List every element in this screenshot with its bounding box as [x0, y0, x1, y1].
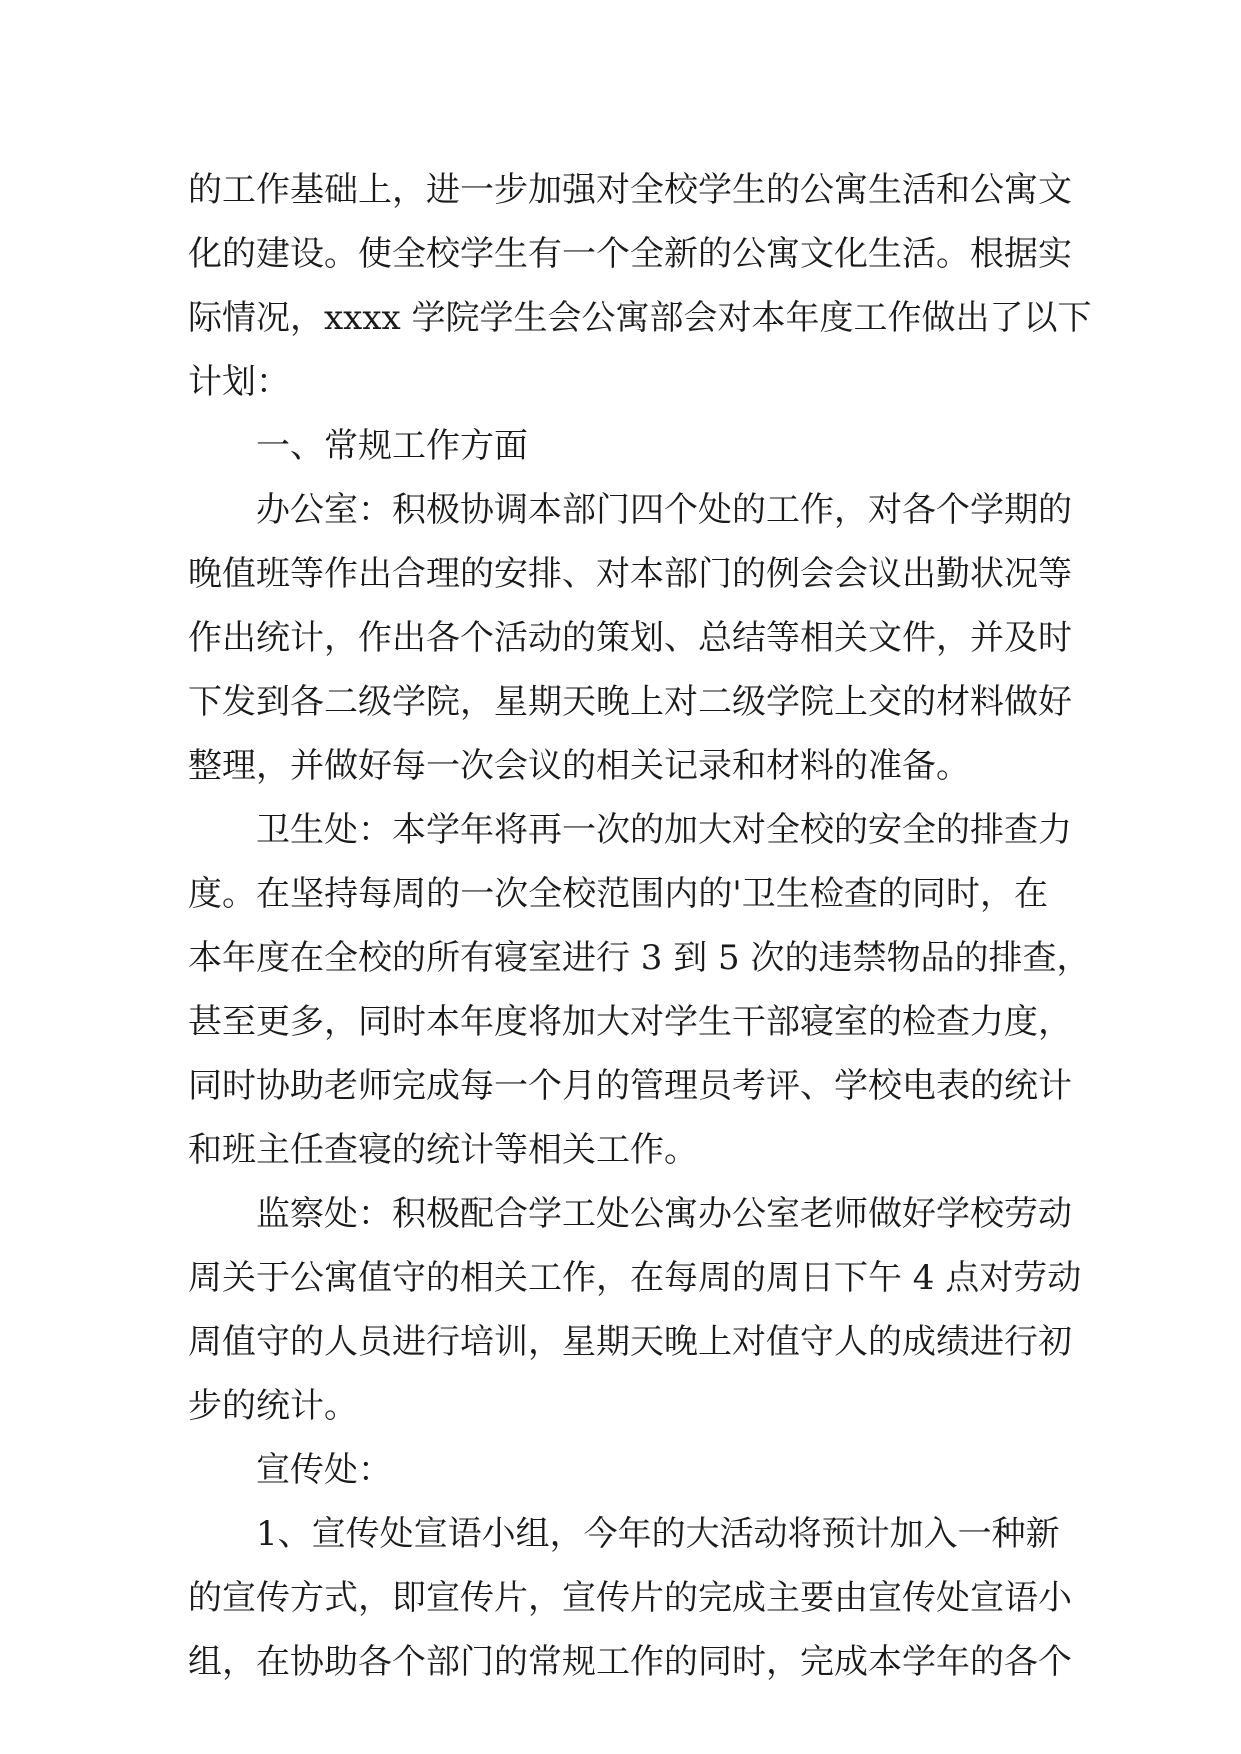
text-line: 计划：: [188, 362, 290, 402]
text-line: 同时协助老师完成每一个月的管理员考评、学校电表的统计: [188, 1066, 1072, 1106]
text-line: 化的建设。使全校学生有一个全新的公寓文化生活。根据实: [188, 234, 1072, 274]
text-line: 下发到各二级学院，星期天晚上对二级学院上交的材料做好: [188, 682, 1072, 722]
text-line: 宣传处：: [256, 1450, 392, 1490]
text-line: 1、宣传处宣语小组，今年的大活动将预计加入一种新: [256, 1514, 1060, 1554]
text-line: 本年度在全校的所有寝室进行 3 到 5 次的违禁物品的排查，: [188, 938, 1091, 978]
paragraph-intro: [188, 158, 1092, 414]
text-line: 周关于公寓值守的相关工作，在每周的周日下午 4 点对劳动: [188, 1258, 1082, 1298]
text-line: 一、常规工作方面: [256, 426, 528, 466]
text-line: 甚至更多，同时本年度将加大对学生干部寝室的检查力度，: [188, 1002, 1072, 1042]
text-line: 办公室：积极协调本部门四个处的工作，对各个学期的: [256, 490, 1072, 530]
section-heading-routine-work: [188, 414, 1048, 478]
text-line: 周值守的人员进行培训，星期天晚上对值守人的成绩进行初: [188, 1322, 1072, 1362]
text-line: 组，在协助各个部门的常规工作的同时，完成本学年的各个: [188, 1642, 1072, 1682]
text-line: 际情况，xxxx 学院学生会公寓部会对本年度工作做出了以下: [188, 298, 1092, 338]
text-line: 卫生处：本学年将再一次的加大对全校的安全的排查力: [256, 810, 1072, 850]
text-line: 整理，并做好每一次会议的相关记录和材料的准备。: [188, 746, 970, 786]
text-line: 度。在坚持每周的一次全校范围内的'卫生检查的同时，在: [188, 874, 1048, 914]
text-line: 作出统计，作出各个活动的策划、总结等相关文件，并及时: [188, 618, 1072, 658]
paragraph-supervision: [188, 1182, 1082, 1438]
paragraph-office: [188, 478, 1072, 798]
text-line: 的工作基础上，进一步加强对全校学生的公寓生活和公寓文: [188, 170, 1072, 210]
section-heading-publicity: [188, 1438, 1048, 1502]
document-body: [188, 158, 1092, 1694]
text-line: 和班主任查寝的统计等相关工作。: [188, 1130, 698, 1170]
text-line: 监察处：积极配合学工处公寓办公室老师做好学校劳动: [256, 1194, 1072, 1234]
paragraph-hygiene: [188, 798, 1091, 1182]
text-line: 晚值班等作出合理的安排、对本部门的例会会议出勤状况等: [188, 554, 1072, 594]
text-line: 的宣传方式，即宣传片，宣传片的完成主要由宣传处宣语小: [188, 1578, 1072, 1618]
text-line: 步的统计。: [188, 1386, 358, 1426]
paragraph-publicity-item-1: [188, 1502, 1072, 1694]
